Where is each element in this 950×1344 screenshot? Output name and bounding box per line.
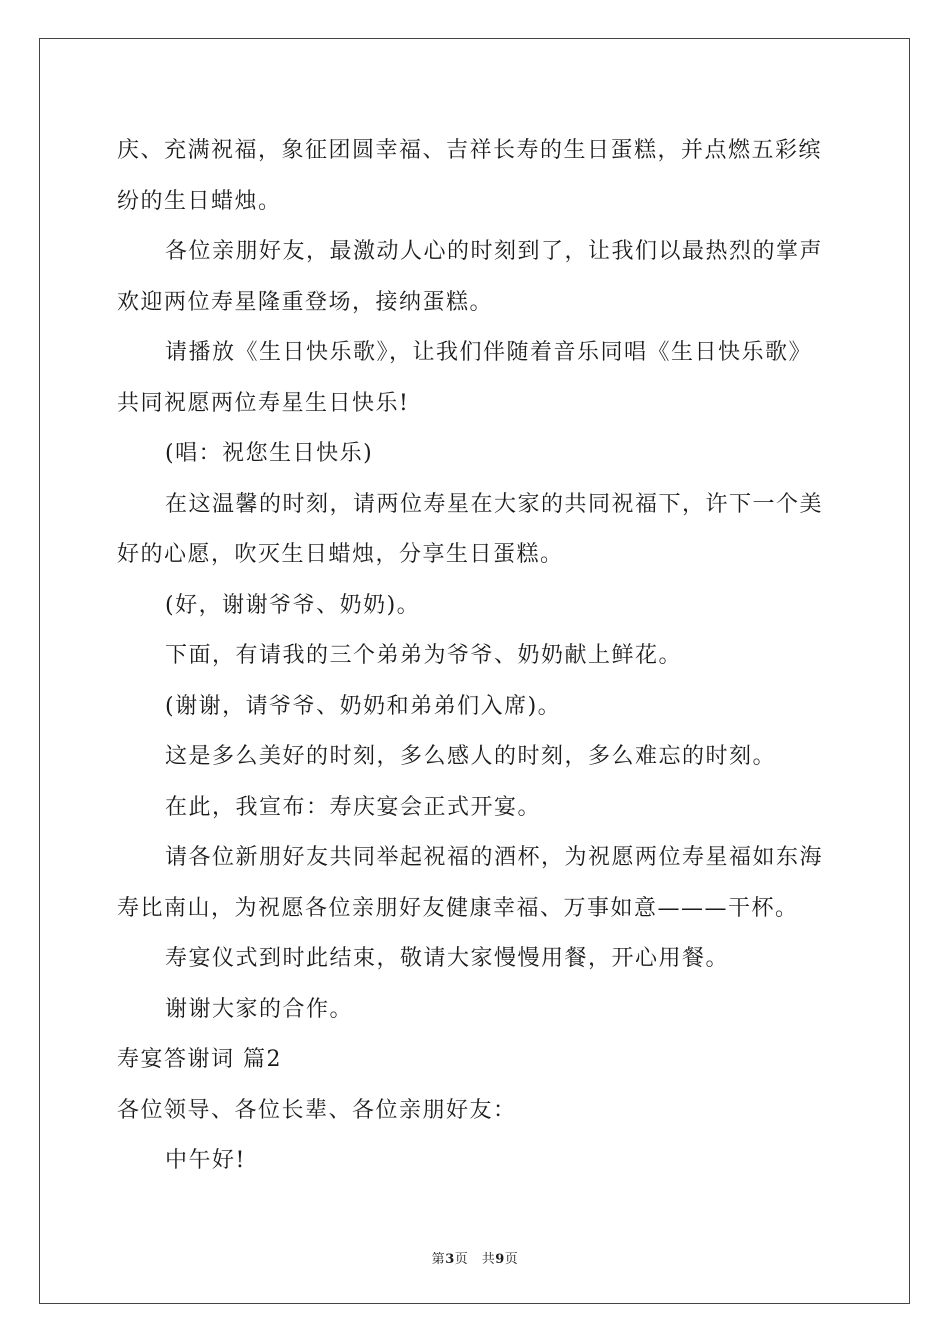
paragraph-line: 欢迎两位寿星隆重登场，接纳蛋糕。 [117, 289, 494, 315]
footer-suffix: 页 [504, 1252, 519, 1267]
current-page-number: 3 [445, 1252, 455, 1267]
paragraph-line: 庆、充满祝福，象征团圆幸福、吉祥长寿的生日蛋糕，并点燃五彩缤 [117, 138, 823, 163]
paragraph-line: 纷的生日蜡烛。 [117, 188, 282, 214]
paragraph-line: 寿宴仪式到时此结束，敬请大家慢慢用餐，开心用餐。 [165, 946, 730, 971]
paragraph-line: 共同祝愿两位寿星生日快乐! [117, 390, 410, 416]
section-heading: 寿宴答谢词 篇2 [117, 1047, 282, 1072]
greeting: 中午好! [165, 1148, 246, 1173]
footer-mid: 页 共 [454, 1252, 496, 1267]
paragraph-line: 下面，有请我的三个弟弟为爷爷、奶奶献上鲜花。 [165, 643, 683, 668]
paragraph-line: 请播放《生日快乐歌》，让我们伴随着音乐同唱《生日快乐歌》 [165, 340, 813, 365]
paragraph-line: 请各位新朋好友共同举起祝福的酒杯，为祝愿两位寿星福如东海 [165, 845, 824, 870]
salutation: 各位领导、各位长辈、各位亲朋好友： [117, 1097, 517, 1123]
paragraph-line: 在此，我宣布：寿庆宴会正式开宴。 [165, 794, 542, 820]
paragraph-line: 这是多么美好的时刻，多么感人的时刻，多么难忘的时刻。 [165, 744, 777, 769]
paragraph-line: 在这温馨的时刻，请两位寿星在大家的共同祝福下，许下一个美 [165, 491, 824, 517]
page-footer [0, 1248, 950, 1267]
paragraph-line: (好，谢谢爷爷、奶奶)。 [165, 592, 421, 618]
document-body [117, 127, 837, 1188]
paragraph-line: 各位亲朋好友，最激动人心的时刻到了，让我们以最热烈的掌声 [165, 239, 824, 264]
paragraph-line: (谢谢，请爷爷、奶奶和弟弟们入席)。 [165, 693, 562, 719]
total-page-number: 9 [495, 1252, 505, 1267]
paragraph-line: (唱：祝您生日快乐) [165, 441, 374, 466]
paragraph-line: 谢谢大家的合作。 [165, 996, 354, 1022]
footer-prefix: 第 [431, 1252, 446, 1267]
paragraph-line: 好的心愿，吹灭生日蜡烛，分享生日蛋糕。 [117, 542, 564, 567]
paragraph-line: 寿比南山，为祝愿各位亲朋好友健康幸福、万事如意———干杯。 [117, 895, 799, 921]
